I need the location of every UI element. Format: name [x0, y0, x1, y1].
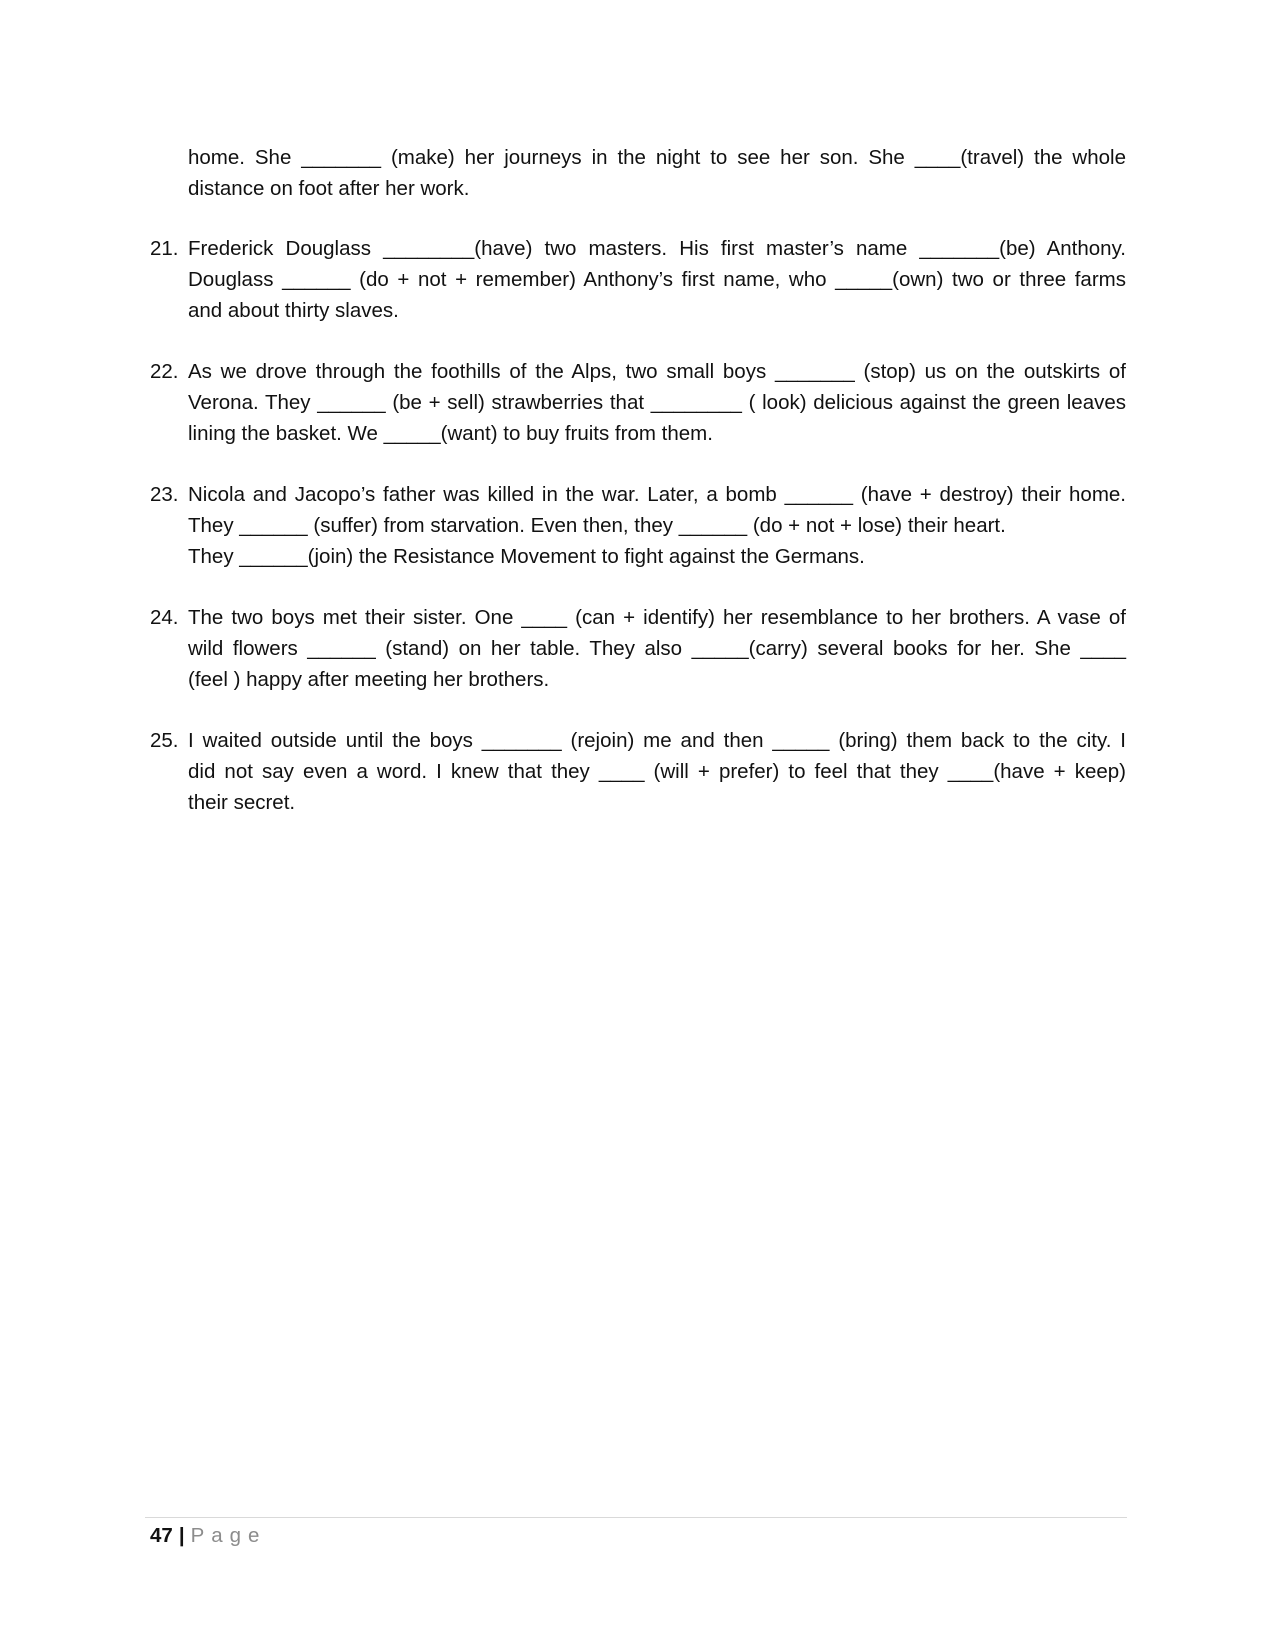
question-line: did not say even a word. I knew that they ____ (will + prefer) to feel that they ____(have + keep)	[188, 760, 1126, 783]
question-line: (feel ) happy after meeting her brothers.	[188, 668, 550, 691]
footer-divider	[145, 1517, 1127, 1518]
question-line: They ______(join) the Resistance Movement to fight against the Germans.	[188, 545, 865, 568]
question-line: wild flowers ______ (stand) on her table. They also _____(carry) several books for her. She ____	[188, 637, 1126, 660]
intro-line: distance on foot after her work.	[188, 177, 470, 200]
question-line: Douglass ______ (do + not + remember) Anthony’s first name, who _____(own) two or three farms	[188, 268, 1126, 291]
page-footer	[150, 1520, 266, 1552]
footer-separator: |	[178, 1524, 185, 1547]
question-line: their secret.	[188, 791, 296, 814]
question-line: As we drove through the foothills of the Alps, two small boys _______ (stop) us on the outskirts of	[188, 360, 1126, 383]
question-number: 22.	[150, 360, 179, 383]
question-line: lining the basket. We _____(want) to buy fruits from them.	[188, 422, 713, 445]
question-number: 24.	[150, 606, 179, 629]
question-number: 21.	[150, 237, 179, 260]
question-line: Nicola and Jacopo’s father was killed in the war. Later, a bomb ______ (have + destroy) their home.	[188, 483, 1126, 506]
question-line: The two boys met their sister. One ____ (can + identify) her resemblance to her brothers. A vase of	[188, 606, 1126, 629]
question-line: Verona. They ______ (be + sell) strawberries that ________ ( look) delicious against the green leaves	[188, 391, 1126, 414]
question-number: 23.	[150, 483, 179, 506]
question-line: They ______ (suffer) from starvation. Even then, they ______ (do + not + lose) their heart.	[188, 514, 1006, 537]
page-number: 47	[150, 1524, 173, 1547]
question-line: I waited outside until the boys _______ (rejoin) me and then _____ (bring) them back to the city. I	[188, 729, 1126, 752]
question-number: 25.	[150, 729, 179, 752]
question-line: and about thirty slaves.	[188, 299, 399, 322]
question-line: Frederick Douglass ________(have) two masters. His first master’s name _______(be) Anthony.	[188, 237, 1126, 260]
page-label: Page	[190, 1524, 267, 1547]
intro-line: home. She _______ (make) her journeys in the night to see her son. She ____(travel) the whole	[188, 146, 1126, 169]
